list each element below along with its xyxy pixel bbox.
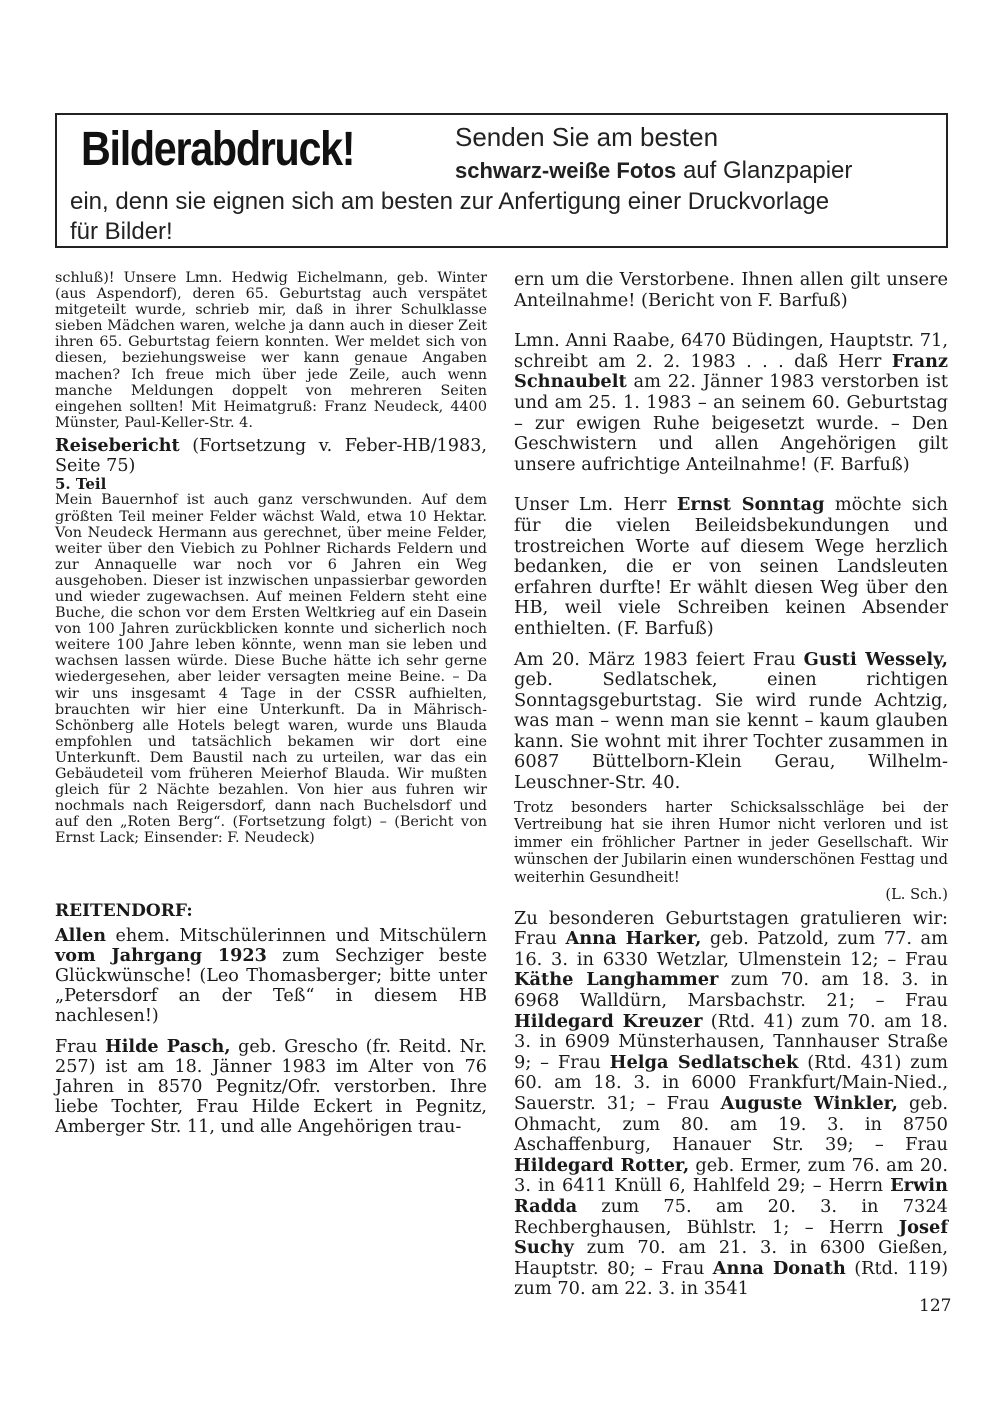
birthday-text: (Rtd. 431) zum 60. am 18. 3. in 6000 Frankfurt/Main-Nied., Sauerstr. 31; – Frau	[514, 1051, 948, 1114]
birthday-text: zum 70. am 21. 3. in 6300 Gießen, Hauptstr. 80; – Frau	[514, 1237, 948, 1279]
notice-lead-line-2	[455, 159, 852, 183]
raabe-rest: am 22. Jänner 1983 verstorben ist und am 25. 1. 1983 – an seinem 60. Geburtstag – zur ewigen Ruhe beigesetzt wurde. – Den Geschwistern und allen Angehörigen gilt unsere aufrichtige Anteilnahme! (F. Barfuß)	[514, 371, 948, 475]
birthday-person-name: Hildegard Kreuzer	[514, 1010, 703, 1032]
birthday-text: (Rtd. 119) zum 70. am 22. 3. in 3541	[514, 1257, 949, 1300]
sonntag-paragraph	[514, 495, 948, 639]
allen-rest: zum Sechziger beste Glückwünsche! (Leo Thomasberger; bitte unter „Petersdorf an der Teß“ in diesem HB nachlesen!)	[55, 945, 487, 1027]
report-title-bold: Reisebericht	[55, 434, 180, 456]
sonntag-name: Ernst Sonntag	[676, 494, 825, 516]
page-number: 127	[919, 1296, 952, 1316]
report-title	[55, 436, 487, 476]
pasch-paragraph	[55, 1037, 487, 1138]
notice-lead-line: Senden Sie am besten	[455, 122, 719, 152]
raabe-pre: Lmn. Anni Raabe, 6470 Büdingen, Hauptstr. 71, schreibt am 2. 2. 1983 . . . daß Herr	[514, 330, 948, 372]
birthday-text: geb. Patzold, zum 77. am 16. 3. in 6330 Wetzlar, Ulmenstein 12; – Frau	[514, 928, 949, 970]
birthday-person-name: Josef Suchy	[514, 1216, 948, 1259]
wessely-pre: Am 20. März 1983 feiert Frau	[514, 648, 804, 670]
birthday-person-name: Käthe Langhammer	[514, 969, 719, 991]
birthday-text: zum 70. am 18. 3. in 6968 Walldürn, Marsbachstr. 21; – Frau	[514, 969, 949, 1012]
wessely-rest: geb. Sedlatschek, einen richtigen Sonntagsgeburtstag. Sie wird runde Achtzig, was man – wenn man sie kennt – kaum glauben kann. Sie wohnt mit ihrer Tochter zusammen in 6087 Büttelborn-Klein Gerau, Wilhelm-Leuschner-Str. 40.	[514, 669, 948, 794]
sonntag-pre: Unser Lm. Herr	[514, 494, 677, 516]
wessely-paragraph	[514, 650, 948, 794]
birthday-person-name: Anna Donath	[712, 1257, 846, 1279]
allen-bold: Allen	[55, 924, 107, 946]
birthday-text: zum 75. am 20. 3. in 7324 Rechberghausen, Bühlstr. 1; – Herrn	[514, 1195, 948, 1238]
birthday-text: Zu besonderen Geburtstagen gratulieren wir: Frau	[514, 907, 948, 950]
jahrgang-bold: vom Jahrgang 1923	[55, 944, 267, 966]
pasch-pre: Frau	[55, 1036, 106, 1057]
notice-body: ein, denn sie eignen sich am besten zur Anfertigung einer Druckvorlage für Bilder!	[70, 188, 830, 245]
wessely-note: Trotz besonders harter Schicksalsschläge bei der Vertreibung hat sie ihren Humor nicht verloren und ist immer ein fröhlicher Partner in jeder Gesellschaft. Wir wünschen der Jubilarin einen wunderschönen Festtag und weiterhin Gesundheit!	[514, 798, 948, 886]
notice-lead-rest: auf Glanzpapier	[676, 157, 853, 184]
report-part: 5. Teil	[55, 475, 107, 494]
birthday-text: (Rtd. 41) zum 70. am 18. 3. in 6909 Münsterhausen, Tannhauser Straße 9; – Frau	[514, 1010, 948, 1073]
birthday-person-name: Erwin Radda	[514, 1175, 948, 1217]
report-title-rest: (Fortsetzung v. Feber-HB/1983, Seite 75)	[55, 435, 487, 477]
schnaubelt-paragraph	[514, 331, 948, 475]
jahrgang-paragraph	[55, 926, 487, 1027]
left-column	[55, 270, 487, 1138]
pasch-rest: geb. Grescho (fr. Reitd. Nr. 257) ist am 18. Jänner 1983 im Alter von 76 Jahren in 8570 Pegnitz/Ofr. verstorben. Ihre liebe Tochter, Frau Hilde Eckert in Pegnitz, Amberger Str. 11, und alle Angehörigen trau-	[55, 1036, 488, 1138]
birthday-person-name: Helga Sedlatschek	[609, 1051, 799, 1073]
eichelmann-paragraph: schluß)! Unsere Lmn. Hedwig Eichelmann, geb. Winter (aus Aspendorf), deren 65. Geburtstag auch verspätet mitgeteilt wurde, schrieb mir, daß in ihrer Schulklasse sieben Mädchen waren, welche ja dann auch in dieser Zeit ihren 65. Geburtstag feiern konnten. Wer meldet sich von diesen, beziehungsweise wer kann genaue Angaben machen? Ich freue mich über jede Zeile, auch wenn manche Meldungen doppelt von mehreren Seiten eingehen sollten! Mit Heimatgruß: Franz Neudeck, 4400 Münster, Paul-Keller-Str. 4.	[55, 270, 487, 431]
wessely-signature: (L. Sch.)	[885, 886, 948, 904]
birthday-person-name: Hildegard Rotter,	[514, 1154, 690, 1176]
wessely-name: Gusti Wessely,	[803, 648, 948, 670]
birthday-person-name: Anna Harker,	[565, 928, 702, 950]
photo-print-notice-box	[55, 113, 948, 248]
barfuss-continuation: ern um die Verstorbene. Ihnen allen gilt unsere Anteilnahme! (Bericht von F. Barfuß)	[514, 269, 948, 311]
birthday-text: geb. Ermer, zum 76. am 20. 3. in 6411 Knüll 6, Hahlfeld 29; – Herrn	[514, 1154, 948, 1197]
birthday-text: geb. Ohmacht, zum 80. am 19. 3. in 8750 Aschaffenburg, Hanauer Str. 39; – Frau	[514, 1093, 948, 1156]
birthday-greetings-paragraph	[514, 909, 948, 1300]
notice-title: Bilderabdruck!	[81, 123, 355, 176]
right-column	[514, 270, 948, 1300]
notice-lead-bold: schwarz-weiße Fotos	[455, 158, 677, 183]
allen-mid: ehem. Mitschülerinnen und Mitschülern	[106, 925, 487, 946]
sonntag-rest: möchte sich für die vielen Beileidsbekundungen und trostreichen Worte auf diesem Wege herzlich bedanken, die er von seinen Landsleuten erfahren durfte! Er wählt diesen Weg über den HB, weil viele Schreiben keinen Absender enthielten. (F. Barfuß)	[514, 494, 948, 639]
birthday-person-name: Auguste Winkler,	[720, 1093, 898, 1114]
pasch-name: Hilde Pasch,	[105, 1035, 231, 1057]
report-body: Mein Bauernhof ist auch ganz verschwunden. Auf dem größten Teil meiner Felder wächst Wald, etwa 10 Hektar. Von Neudeck Hermann aus gerechnet, über meine Felder, weiter über den Viebich zu Pohlner Richards Feldern und zur Annaquelle war noch vor 6 Jahren ein Weg ausgehoben. Dieser ist inzwischen unpassierbar geworden und wieder zugewachsen. Auf meinen Feldern steht eine Buche, die schon vor dem Ersten Weltkrieg auf ein Dasein von 100 Jahren zurückblicken konnte und sicherlich noch weitere 100 Jahre leben könnte, wenn man sie leben und wachsen lassen würde. Diese Buche hätte ich sehr gerne wiedergesehen, aber leider versagten meine Beine. – Da wir uns insgesamt 4 Tage in der CSSR aufhielten, brauchten wir hier eine Unterkunft. Da in Mährisch-Schönberg alle Hotels belegt waren, wurde uns Blauda empfohlen und tatsächlich bekamen wir dort eine Unterkunft. Dem Baustil nach zu urteilen, war das ein Gebäudeteil vom früheren Meierhof Blauda. Wir mußten gleich für 2 Nächte bezahlen. Von hier aus fuhren wir nochmals nach Reigersdorf, dann nach Buchelsdorf und auf den „Roten Berg“. (Fortsetzung folgt) – (Bericht von Ernst Lack; Einsender: F. Neudeck)	[55, 492, 487, 847]
schnaubelt-name: Franz Schnaubelt	[514, 350, 948, 393]
section-heading-reitendorf: REITENDORF:	[55, 900, 193, 921]
